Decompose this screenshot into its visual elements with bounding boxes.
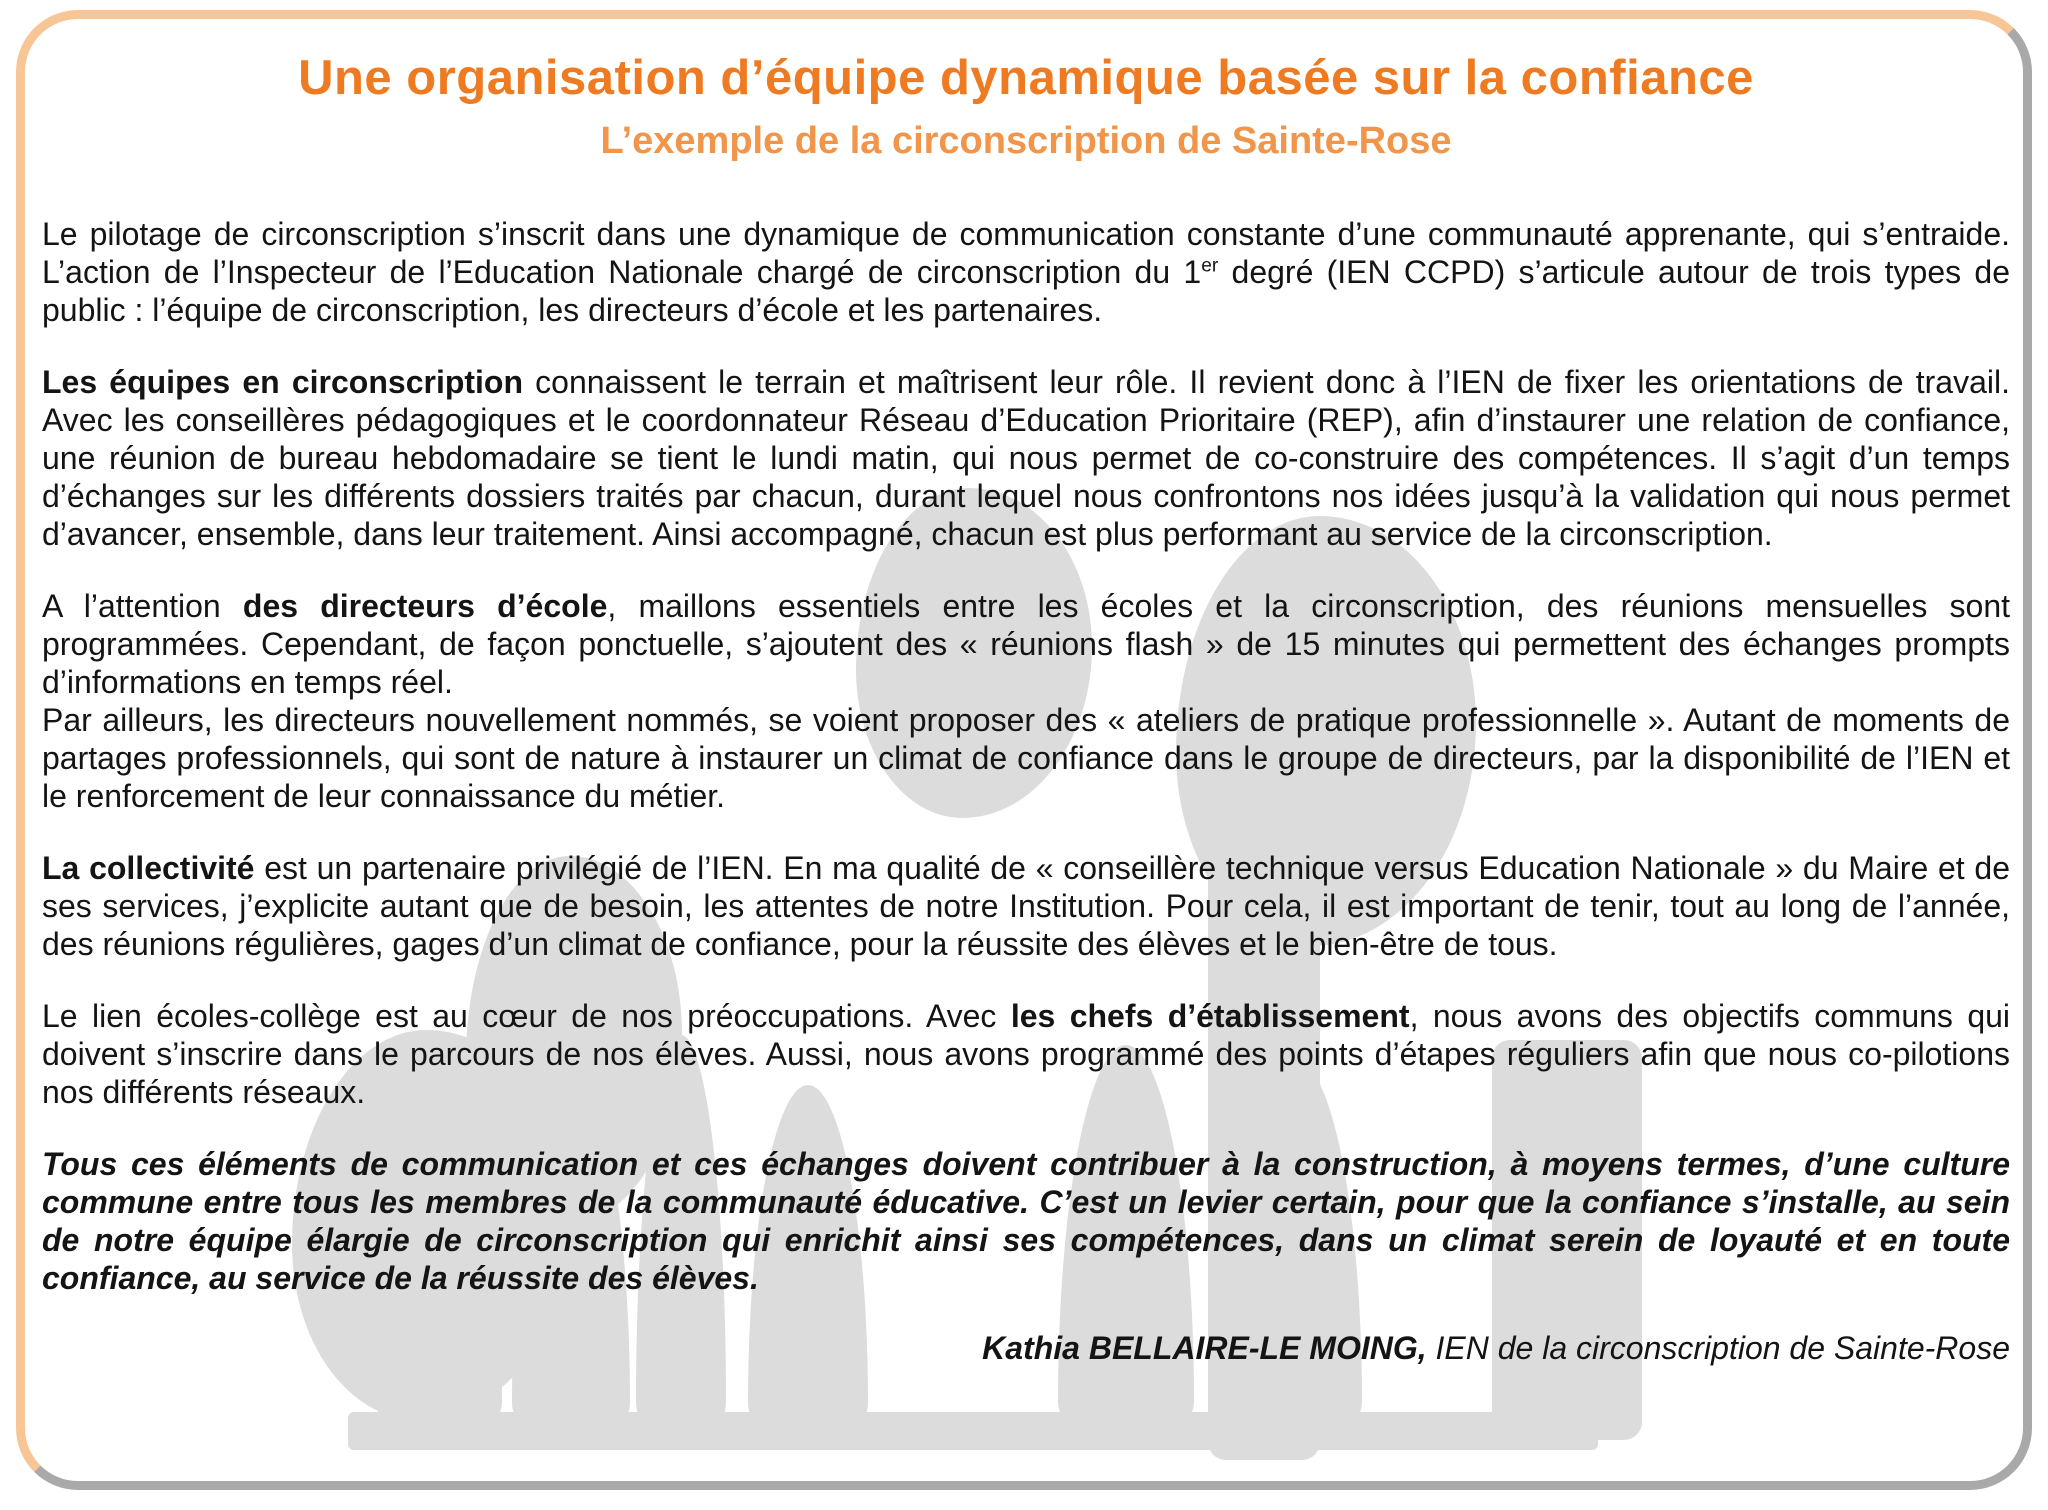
paragraph <box>42 215 2010 329</box>
closing-paragraph <box>42 1145 2010 1297</box>
paragraph <box>42 587 2010 701</box>
text-run: connaissent le terrain et maîtrisent leur rôle. Il revient donc à l’IEN de fixer les orientations de travail. Avec les conseillères pédagogiques et le coordonnateur Réseau d’Education Prioritaire (REP), afin d’instaurer une relation de confiance, une réunion de bureau hebdomadaire se tient le lundi matin, qui nous permet de co-construire des compétences. Il s’agit d’un temps d’échanges sur les différents dossiers traités par chacun, durant lequel nous confrontons nos idées jusqu’à la validation qui nous permet d’avancer, ensemble, dans leur traitement. Ainsi accompagné, chacun est plus performant au service de la circonscription. <box>42 364 2011 552</box>
paragraph <box>42 849 2010 963</box>
text-run: Le pilotage de circonscription s’inscrit dans une dynamique de communication constante d’une communauté apprenante, qui s’entraide. L’action de l’Inspecteur de l’Education Nationale chargé de circonscription du 1 <box>42 216 2010 290</box>
article-subtitle: L’exemple de la circonscription de Sainte-Rose <box>600 120 1452 162</box>
signature-line <box>42 1329 2010 1367</box>
article <box>42 34 2010 1367</box>
text-run: Par ailleurs, les directeurs nouvellement nommés, se voient proposer des « ateliers de pratique professionnelle ». Autant de moments de partages professionnels, qui sont de nature à instaurer un climat de confiance dans le groupe de directeurs, par la disponibilité de l’IEN et le renforcement de leur connaissance du métier. <box>42 702 2010 814</box>
paragraph <box>42 701 2010 815</box>
watermark-shape <box>348 1412 1598 1450</box>
paragraph <box>42 997 2010 1111</box>
text-run: est un partenaire privilégié de l’IEN. En ma qualité de « conseillère technique versus Education Nationale » du Maire et de ses services, j’explicite autant que de besoin, les attentes de notre Institution. Pour cela, il est important de tenir, tout au long de l’année, des réunions régulières, gages d’un climat de confiance, pour la réussite des élèves et le bien-être de tous. <box>42 850 2011 962</box>
text-run: Tous ces éléments de communication et ces échanges doivent contribuer à la construction, à moyens termes, d’une culture commune entre tous les membres de la communauté éducative. C’est un levier certain, pour que la confiance s’installe, au sein de notre équipe élargie de circonscription qui enrichit ainsi ses compétences, dans un climat serein de loyauté et en toute confiance, au service de la réussite des élèves. <box>42 1146 2010 1296</box>
signature-role: IEN de la circonscription de Sainte-Rose <box>1426 1330 2010 1366</box>
text-run: degré (IEN CCPD) s’articule autour de trois types de public : l’équipe de circonscription, les directeurs d’école et les partenaires. <box>42 254 2011 328</box>
text-run: er <box>1201 255 1219 277</box>
article-body <box>42 215 2010 1297</box>
text-run: , nous avons des objectifs communs qui doivent s’inscrire dans le parcours de nos élèves. Aussi, nous avons programmé des points d’étapes réguliers afin que nous co-pilotions nos différents réseaux. <box>42 998 2011 1110</box>
signature-author: Kathia BELLAIRE-LE MOING, <box>982 1330 1427 1366</box>
text-run: La collectivité <box>42 850 255 886</box>
text-run: les chefs d’établissement <box>1010 998 1410 1034</box>
text-run: , maillons essentiels entre les écoles et la circonscription, des réunions mensuelles sont programmées. Cependant, de façon ponctuelle, s’ajoutent des « réunions flash » de 15 minutes qui permettent des échanges prompts d’informations en temps réel. <box>42 588 2011 700</box>
text-run: A l’attention <box>42 588 243 624</box>
article-title: Une organisation d’équipe dynamique basée sur la confiance <box>298 51 1754 105</box>
text-run: Les équipes en circonscription <box>42 364 524 400</box>
text-run: Le lien écoles-collège est au cœur de nos préoccupations. Avec <box>42 998 1011 1034</box>
paragraph <box>42 363 2010 553</box>
text-run: des directeurs d’école <box>242 588 608 624</box>
